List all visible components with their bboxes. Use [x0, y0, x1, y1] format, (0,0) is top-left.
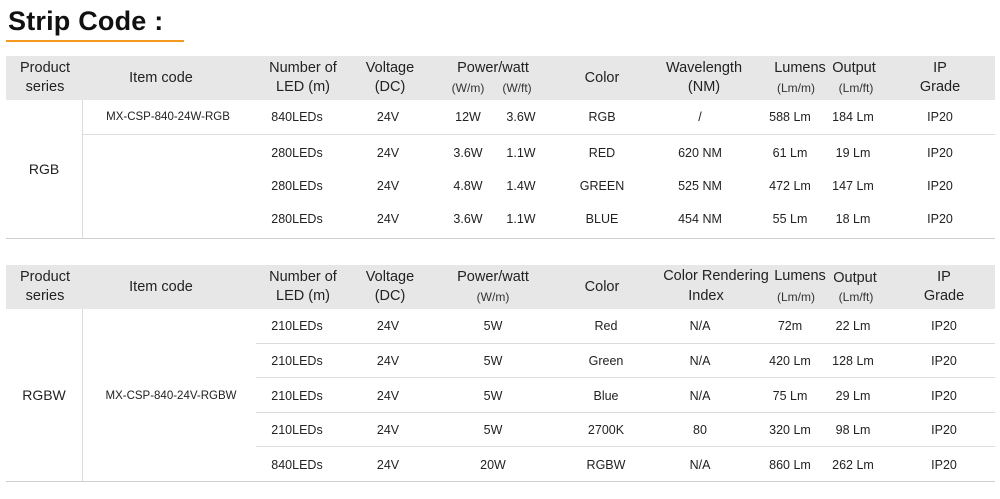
- lumens-m-cell: 320 Lm: [769, 423, 811, 437]
- header-power: Power/watt: [457, 268, 529, 285]
- power-wm-cell: 4.8W: [453, 179, 483, 193]
- header-item-code: Item code: [129, 69, 193, 86]
- series-divider: [82, 309, 83, 481]
- header-index: Index: [688, 287, 724, 304]
- header-led-count: Number of LED (m): [269, 60, 337, 95]
- header-led-count: Number of LED (m): [269, 269, 337, 304]
- header-item-code: Item code: [129, 278, 193, 295]
- led-count-cell: 280LEDs: [271, 179, 323, 193]
- lumens-ft-cell: 29 Lm: [835, 389, 871, 403]
- voltage-cell: 24V: [376, 354, 400, 368]
- lumens-m-cell: 72m: [777, 319, 803, 333]
- lumens-ft-cell: 147 Lm: [832, 179, 874, 193]
- header-output: Output: [833, 269, 877, 286]
- ip-cell: IP20: [927, 146, 953, 160]
- power-wft-cell: 1.4W: [506, 179, 536, 193]
- cri-cell: N/A: [689, 354, 711, 368]
- rgbw-spec-table: [6, 265, 995, 483]
- voltage-cell: 24V: [376, 179, 400, 193]
- header-ip-grade: IP Grade: [923, 269, 965, 304]
- color-cell: RGBW: [586, 458, 626, 472]
- led-count-cell: 210LEDs: [271, 354, 323, 368]
- led-count-cell: 280LEDs: [271, 146, 323, 160]
- ip-cell: IP20: [927, 212, 953, 226]
- power-cell: 5W: [483, 389, 503, 403]
- item-code-cell: MX-CSP-840-24V-RGBW: [105, 390, 237, 402]
- header-lumens-unit-ft: (Lm/ft): [838, 290, 874, 304]
- lumens-ft-cell: 22 Lm: [835, 319, 871, 333]
- header-output: Output: [832, 59, 876, 76]
- lumens-ft-cell: 18 Lm: [835, 212, 871, 226]
- color-cell: Red: [594, 319, 618, 333]
- header-voltage: Voltage (DC): [365, 269, 415, 304]
- voltage-cell: 24V: [376, 212, 400, 226]
- ip-cell: IP20: [927, 179, 953, 193]
- power-wm-cell: 3.6W: [453, 212, 483, 226]
- cri-cell: N/A: [689, 458, 711, 472]
- power-cell: 5W: [483, 423, 503, 437]
- voltage-cell: 24V: [376, 458, 400, 472]
- table-bottom-rule: [6, 238, 995, 239]
- color-cell: RED: [588, 146, 616, 160]
- wavelength-cell: 525 NM: [678, 179, 722, 193]
- series-label: RGBW: [22, 387, 66, 403]
- header-lumens: Lumens: [774, 267, 826, 284]
- series-divider: [82, 100, 83, 238]
- header-lumens-unit-m: (Lm/m): [777, 81, 815, 95]
- wavelength-cell: 454 NM: [678, 212, 722, 226]
- lumens-ft-cell: 98 Lm: [835, 423, 871, 437]
- ip-cell: IP20: [927, 110, 953, 124]
- led-count-cell: 840LEDs: [271, 110, 323, 124]
- cri-cell: N/A: [689, 319, 711, 333]
- row-divider: [82, 134, 995, 135]
- led-count-cell: 840LEDs: [271, 458, 323, 472]
- row-divider: [256, 377, 995, 378]
- header-lumens-unit-m: (Lm/m): [777, 290, 815, 304]
- voltage-cell: 24V: [376, 423, 400, 437]
- series-label: RGB: [28, 161, 60, 177]
- title-underline: [6, 40, 184, 42]
- power-wm-cell: 12W: [455, 110, 481, 124]
- power-cell: 5W: [483, 354, 503, 368]
- led-count-cell: 210LEDs: [271, 423, 323, 437]
- color-cell: BLUE: [585, 212, 619, 226]
- power-wm-cell: 3.6W: [453, 146, 483, 160]
- color-cell: Green: [588, 354, 624, 368]
- voltage-cell: 24V: [376, 389, 400, 403]
- wavelength-cell: /: [698, 110, 702, 124]
- lumens-m-cell: 472 Lm: [769, 179, 811, 193]
- power-cell: 20W: [480, 458, 506, 472]
- page-title: Strip Code :: [8, 6, 164, 36]
- cri-cell: N/A: [689, 389, 711, 403]
- header-voltage: Voltage (DC): [365, 60, 415, 95]
- ip-cell: IP20: [931, 319, 957, 333]
- wavelength-cell: 620 NM: [678, 146, 722, 160]
- cri-cell: 80: [693, 423, 707, 437]
- header-power-unit-ft: (W/ft): [502, 81, 532, 95]
- header-color: Color: [584, 278, 620, 295]
- header-lumens-unit-ft: (Lm/ft): [838, 81, 874, 95]
- header-power-unit-m: (W/m): [451, 81, 485, 95]
- item-code-cell: MX-CSP-840-24W-RGB: [106, 111, 230, 123]
- ip-cell: IP20: [931, 389, 957, 403]
- lumens-ft-cell: 262 Lm: [832, 458, 874, 472]
- lumens-ft-cell: 19 Lm: [835, 146, 871, 160]
- led-count-cell: 280LEDs: [271, 212, 323, 226]
- lumens-m-cell: 55 Lm: [772, 212, 808, 226]
- ip-cell: IP20: [931, 354, 957, 368]
- header-product-series: Product series: [20, 269, 70, 304]
- power-cell: 5W: [483, 319, 503, 333]
- header-wavelength: Wavelength (NM): [665, 60, 743, 95]
- color-cell: GREEN: [579, 179, 625, 193]
- row-divider: [256, 343, 995, 344]
- header-product-series: Product series: [20, 60, 70, 95]
- lumens-ft-cell: 184 Lm: [832, 110, 874, 124]
- header-power: Power/watt: [457, 59, 529, 76]
- header-ip-grade: IP Grade: [919, 60, 961, 95]
- led-count-cell: 210LEDs: [271, 389, 323, 403]
- table-bottom-rule: [6, 481, 995, 482]
- voltage-cell: 24V: [376, 319, 400, 333]
- led-count-cell: 210LEDs: [271, 319, 323, 333]
- lumens-m-cell: 75 Lm: [772, 389, 808, 403]
- ip-cell: IP20: [931, 458, 957, 472]
- header-lumens: Lumens: [774, 59, 826, 76]
- power-wft-cell: 3.6W: [506, 110, 536, 124]
- lumens-m-cell: 420 Lm: [769, 354, 811, 368]
- ip-cell: IP20: [931, 423, 957, 437]
- voltage-cell: 24V: [376, 146, 400, 160]
- lumens-m-cell: 588 Lm: [769, 110, 811, 124]
- rgb-spec-table: [6, 56, 995, 240]
- lumens-m-cell: 860 Lm: [769, 458, 811, 472]
- header-power-unit: (W/m): [476, 290, 510, 304]
- power-wft-cell: 1.1W: [506, 146, 536, 160]
- row-divider: [256, 412, 995, 413]
- power-wft-cell: 1.1W: [506, 212, 536, 226]
- color-cell: 2700K: [587, 423, 625, 437]
- lumens-m-cell: 61 Lm: [772, 146, 808, 160]
- lumens-ft-cell: 128 Lm: [832, 354, 874, 368]
- header-color: Color: [584, 69, 620, 86]
- color-cell: RGB: [588, 110, 616, 124]
- color-cell: Blue: [593, 389, 619, 403]
- row-divider: [256, 446, 995, 447]
- voltage-cell: 24V: [376, 110, 400, 124]
- header-color-rendering: Color Rendering: [663, 267, 769, 284]
